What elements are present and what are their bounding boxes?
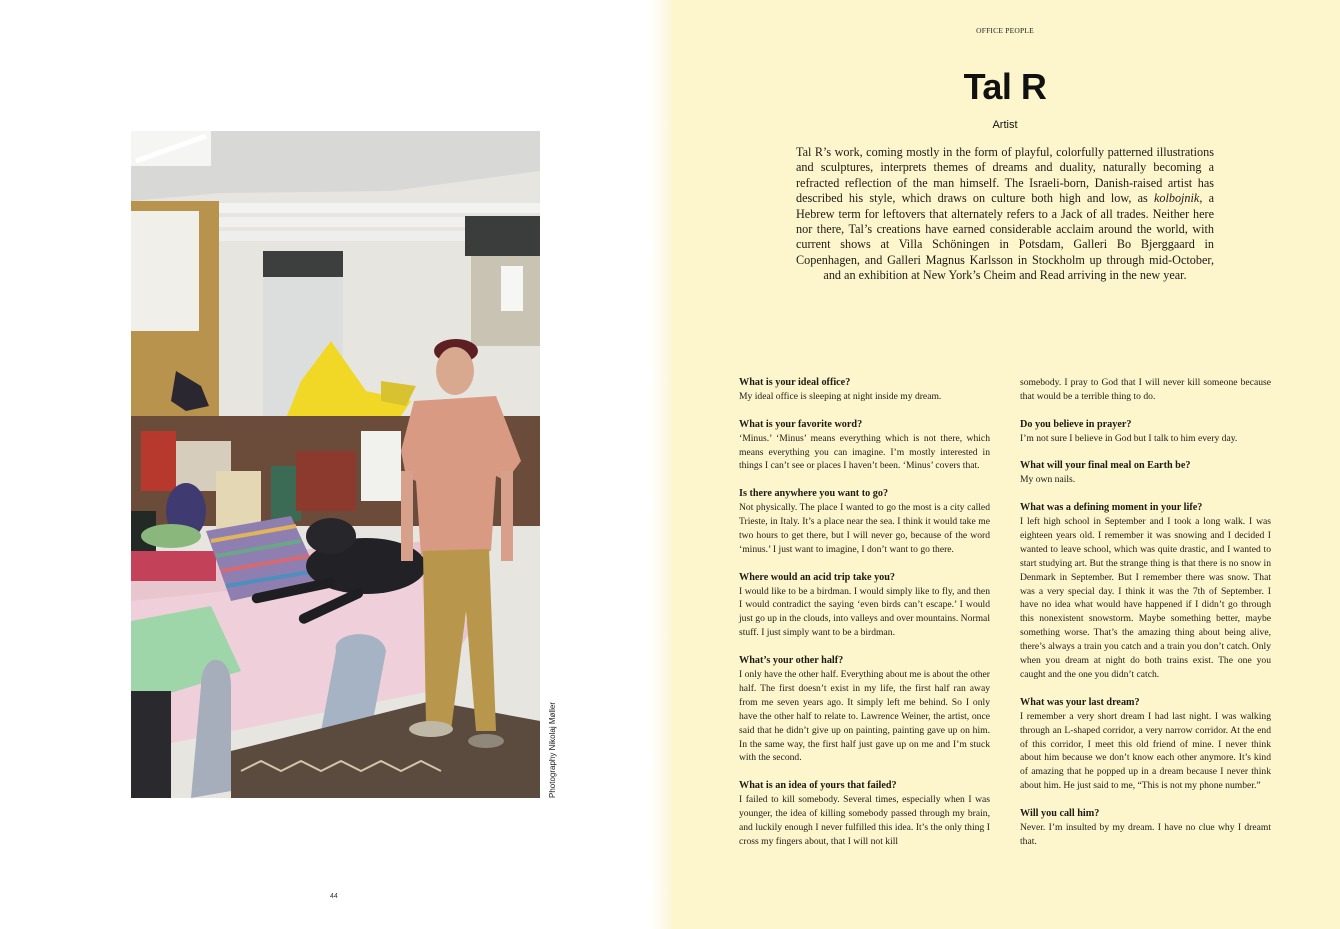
qa-item <box>1020 696 1271 793</box>
intro-text-start: Tal R’s work, coming mostly in the form of playful, colorfully patterned illustrations and sculptures, interprets themes of dreams and duality, naturally becoming a refracted reflection of the man himself. The Israeli-born, Danish-raised artist has described his style, which draws on culture both high and low, as <box>796 145 1214 206</box>
page-number: 44 <box>330 893 338 900</box>
answer: I remember a very short dream I had last night. I was walking through an L-shaped corridor, a very narrow corridor. At the end of this corridor, I meet this old friend of mine. I never think about him because we don’t know each other anymore. It’s kind of amazing that he popped up in a dream because I never think about him. He just said to me, “This is not my phone number.” <box>1020 710 1271 792</box>
intro-italic-term: kolbojnik <box>1153 191 1200 206</box>
question: What was your last dream? <box>1020 696 1140 708</box>
question: Do you believe in prayer? <box>1020 418 1132 430</box>
question: What’s your other half? <box>739 655 844 667</box>
answer: Never. I’m insulted by my dream. I have no clue why I dreamt that. <box>1020 821 1271 847</box>
qa-item <box>1020 418 1271 446</box>
qa-item <box>739 779 990 849</box>
question: What will your final meal on Earth be? <box>1020 460 1191 472</box>
answer: My ideal office is sleeping at night inside my dream. <box>739 390 942 402</box>
answer: ‘Minus.’ ‘Minus’ means everything which is not there, which means everything you can imagine. I’m mostly interested in things I can’t see or places I haven’t been. ‘Minus’ covers that. <box>739 432 990 472</box>
question: What is your ideal office? <box>739 377 851 388</box>
page-gutter <box>650 0 672 929</box>
photo-credit: Photography Nikolaj Møller <box>548 701 557 798</box>
article-subtitle: Artist <box>992 119 1018 131</box>
qa-item <box>739 487 990 557</box>
answer: I only have the other half. Everything about me is about the other half. The first doesn’t exist in my life, the first half ran away from me seven years ago. It simply left me behind. So I only have the other half to relate to. Lawrence Weiner, the artist, once said that he didn’t give up on painting, painting gave up on him. In the same way, the first half just gave up on me and I’m stuck with the second. <box>739 668 990 764</box>
question: Is there anywhere you want to go? <box>739 488 889 500</box>
question: Will you call him? <box>1020 808 1100 820</box>
answer: My own nails. <box>1020 474 1076 486</box>
qa-item <box>739 654 990 765</box>
article-title: Tal R <box>963 66 1047 107</box>
answer: Not physically. The place I wanted to go the most is a city called Trieste, in Italy. It’s a place near the sea. I think it would take me two hours to get there, but I will never go, because of the word ‘minus.’ I just want to imagine, I don’t want to go there. <box>739 502 990 555</box>
answer-continuation: somebody. I pray to God that I will never kill someone because that would be a terrible thing to do. <box>1020 377 1271 402</box>
question: Where would an acid trip take you? <box>739 571 896 583</box>
intro-paragraph <box>796 145 1214 284</box>
qa-item <box>1020 501 1271 682</box>
interview-column-1 <box>739 376 990 863</box>
answer: I left high school in September and I took a long walk. I was eighteen years old. I remember it was snowing and I decided I wanted to leave school, which was quite drastic, and I wanted to start studying art. But the strange thing is that there is no snow in Denmark in September. But I remember there was snow. That was a very special day. I think it was the 7th of September. I have no idea what would have happened if I didn’t go through this nonexistent snowstorm. Maybe something better, maybe something worse. That’s the amazing thing about being alive, there’s always a train you catch and a train you don’t catch. Only when you dream at night do both trains exist. The one you caught and the one you didn’t catch. <box>1020 516 1271 680</box>
answer: I’m not sure I believe in God but I talk to him every day. <box>1020 432 1238 444</box>
studio-photo-illustration <box>131 131 540 798</box>
qa-item <box>1020 807 1271 849</box>
qa-item <box>739 376 990 404</box>
interview-column-2 <box>1020 376 1271 863</box>
answer: I would like to be a birdman. I would simply like to fly, and then I would contradict the saying ‘even birds can’t escape.’ I would just go up in the clouds, into valleys and over mountains. Normal stuff. I just simply want to be a birdman. <box>739 585 990 639</box>
section-label: OFFICE PEOPLE <box>976 26 1034 35</box>
answer: I failed to kill somebody. Several times, especially when I was younger, the idea of killing somebody passed through my brain, and luckily enough I never fulfilled this idea. It’s the only thing I cross my fingers about, that I will not kill <box>739 794 990 847</box>
intro-text-end: , a Hebrew term for leftovers that alternately refers to a Jack of all trades. Neither here nor there, Tal’s creations have earned considerable acclaim around the world, with current shows at Villa Schöningen in Potsdam, Galleri Bo Bjerggaard in Copenhagen, and Galleri Magnus Karlsson in Stockholm up through mid-October, and an exhibition at New York’s Cheim and Read arriving in the new year. <box>796 191 1214 283</box>
question: What was a defining moment in your life? <box>1020 502 1203 514</box>
qa-item <box>1020 459 1271 487</box>
qa-item <box>739 571 990 641</box>
question: What is your favorite word? <box>739 418 863 430</box>
question: What is an idea of yours that failed? <box>739 780 897 792</box>
studio-photo <box>131 131 540 798</box>
qa-item <box>739 418 990 474</box>
